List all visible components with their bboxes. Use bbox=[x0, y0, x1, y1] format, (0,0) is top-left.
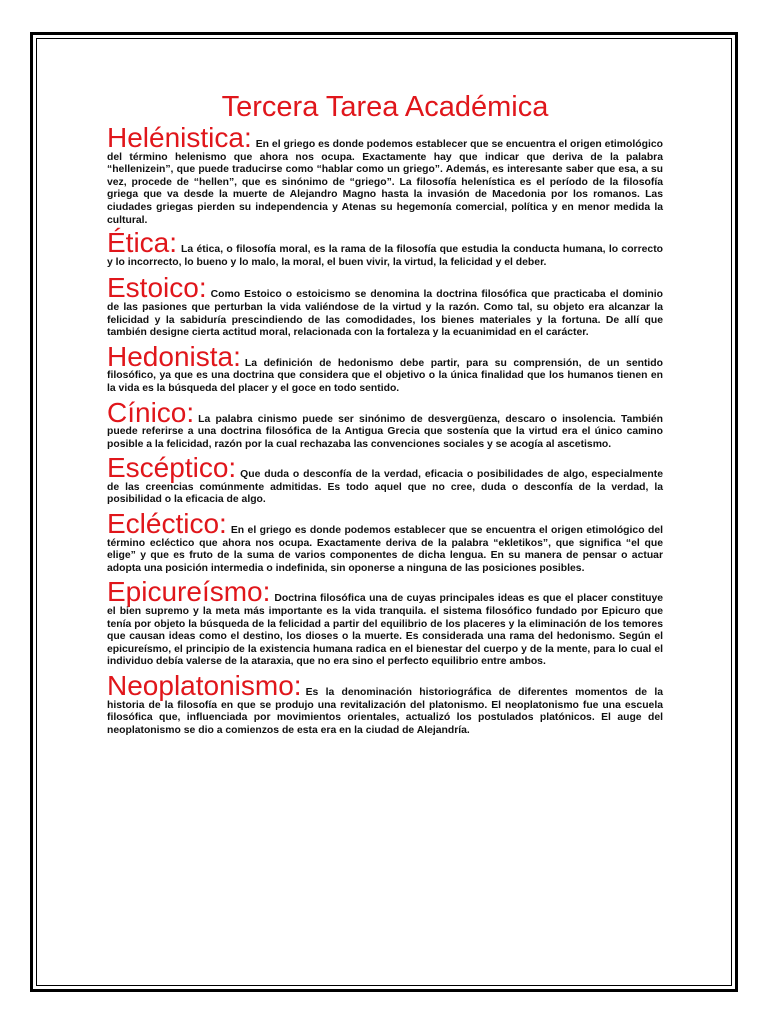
term-heading: Cínico: bbox=[107, 396, 195, 428]
entry-text: En el griego es donde podemos establecer que se encuentra el origen etimológico del término ecléctico que ahora nos ocupa. Exactamente deriva de la palabra “ekletikos”, que significa “el que elige” y que es fruto de la suma de varios componentes de dicha lengua. En su manera de pensar o actuar adopta una posición intermedia o indefinida, sin oponerse a ninguna de las posiciones posibles. bbox=[107, 525, 663, 574]
entry-helenistica bbox=[107, 122, 663, 227]
entry-estoico bbox=[107, 272, 663, 339]
entry-esceptico bbox=[107, 452, 663, 507]
entry-text: Como Estoico o estoicismo se denomina la doctrina filosófica que practicaba el dominio de las pasiones que perturban la vida valiéndose de la virtud y la razón. Como tal, su objeto era alcanzar la felicidad y la sabiduría prescindiendo de las comodidades, los bienes materiales y la fortuna. De allí que también designe cierta actitud moral, relacionada con la fortaleza y la ecuanimidad en el carácter. bbox=[107, 289, 663, 339]
document-title: Tercera Tarea Académica bbox=[221, 91, 549, 123]
entry-eclectico bbox=[107, 508, 663, 575]
document-body bbox=[107, 90, 663, 741]
entry-text: La definición de hedonismo debe partir, para su comprensión, de un sentido filosófico, ya que es una doctrina que considera que el objetivo o la única finalidad que los humanos tienen en la vida es la búsqueda del placer y el goce en todo sentido. bbox=[107, 357, 663, 394]
entry-text: Es la denominación historiográfica de diferentes momentos de la historia de la filosofía en que se produjo una revitalización del platonismo. El neoplatonismo fue una escuela filosófica que, influenciada por movimientos orientales, actualizó los postulados platónicos. El auge del neoplatonismo se dio a comienzos de esta era en la ciudad de Alejandría. bbox=[107, 687, 663, 736]
term-heading: Hedonista: bbox=[107, 340, 241, 372]
term-heading: Estoico: bbox=[107, 272, 207, 304]
entry-hedonista bbox=[107, 340, 663, 396]
entry-text: En el griego es donde podemos establecer que se encuentra el origen etimológico del término helenismo que ahora nos ocupa. Exactamente hay que indicar que deriva de la palabra “hellenizein”, que puede traducirse como “hablar como un griego”. Además, es interesante saber que esa, a su vez, procede de “hellen”, que es sinónimo de “griego”. La filosofía helenística es el período de la filosofía griega que va desde la muerte de Alejandro Magno hasta la invasión de Macedonia por los romanos. Las ciudades griegas pierden su independencia y Atenas su hegemonía comercial, política y en menor medida la cultural. bbox=[107, 139, 663, 226]
term-heading: Ecléctico: bbox=[107, 508, 227, 540]
entry-cinico bbox=[107, 396, 663, 452]
entry-neoplatonismo bbox=[107, 670, 663, 737]
term-heading: Ética: bbox=[107, 227, 178, 259]
entry-text: La ética, o filosofía moral, es la rama de la filosofía que estudia la conducta humana, lo correcto y lo incorrecto, lo bueno y lo malo, la moral, el buen vivir, la virtud, la felicidad y el deber. bbox=[107, 244, 663, 268]
term-heading: Helénistica: bbox=[107, 122, 252, 153]
term-heading: Epicureísmo: bbox=[107, 576, 271, 608]
term-heading: Neoplatonismo: bbox=[107, 670, 302, 701]
entry-text: Que duda o desconfía de la verdad, eficacia o posibilidades de algo, especialmente de las creencias comúnmente admitidas. Es todo aquel que no cree, duda o desconfía de la verdad, la posibilidad o la eficacia de algo. bbox=[107, 469, 663, 506]
term-heading: Escéptico: bbox=[107, 452, 237, 484]
entry-text: La palabra cinismo puede ser sinónimo de desvergüenza, descaro o insolencia. También puede referirse a una doctrina filosófica de la Antigua Grecia que sostenía que la virtud era el único camino posible a la felicidad, razón por la cual rechazaba las convenciones sociales y se acogía al ascetismo. bbox=[107, 413, 663, 450]
entry-epicureismo bbox=[107, 576, 663, 669]
entry-etica bbox=[107, 227, 663, 269]
entry-text: Doctrina filosófica una de cuyas principales ideas es que el placer constituye el bien supremo y la meta más importante es la vida tranquila. el sistema filosófico fundado por Epicuro que tenía por objeto la búsqueda de la felicidad a partir del equilibrio de los placeres y la eliminación de los temores que causan ideas como el destino, los dioses o la muerte. Es considerada una rama del hedonismo. Según el epicureísmo, el principio de la existencia humana radica en el bienestar del cuerpo y de la mente, para lo cual el individuo debía valerse de la ataraxia, que no era sino el perfecto equilibrio entre ambos. bbox=[107, 593, 663, 668]
